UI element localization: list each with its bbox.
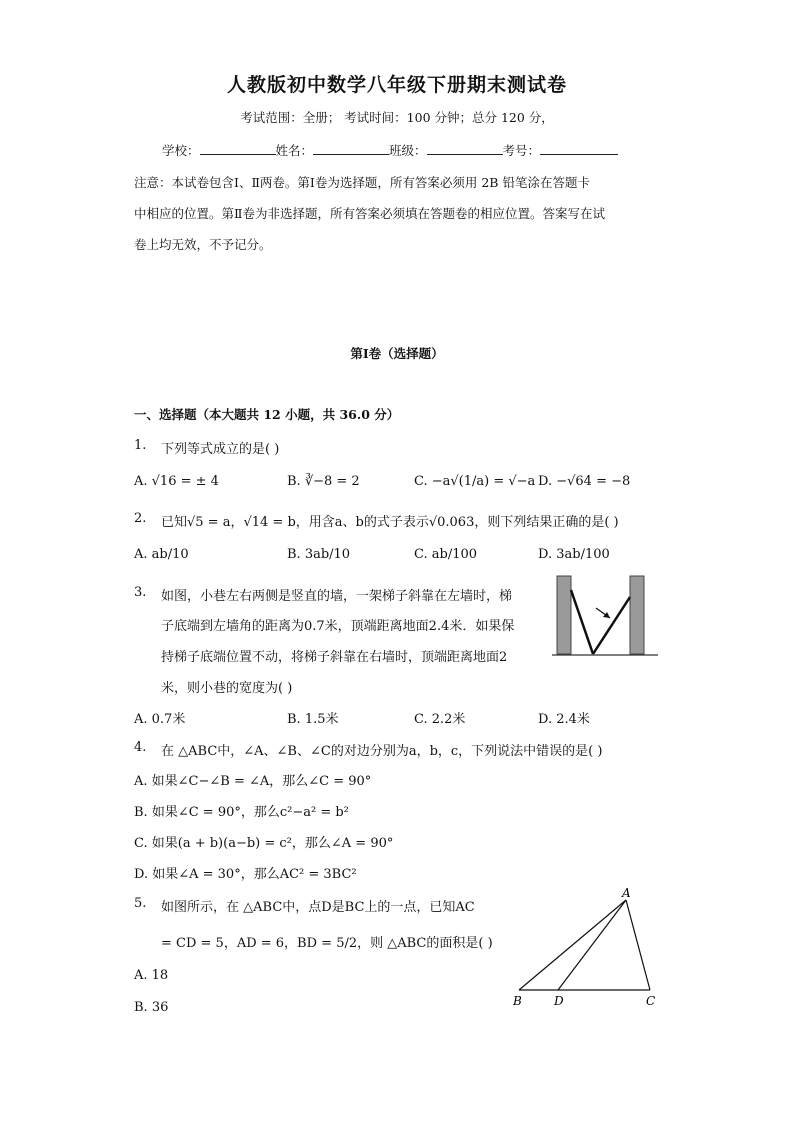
q2-option-c[interactable]: C. ab/100: [414, 547, 478, 562]
q4-stem: 在 △ABC中，∠A、∠B、∠C的对边分别为a，b，c，下列说法中错误的是( ): [161, 744, 603, 759]
q3-line-4: 米，则小巷的宽度为( ): [161, 681, 293, 696]
q1-option-b[interactable]: B. ∛−8 = 2: [287, 474, 360, 489]
label-c: C: [646, 994, 656, 1008]
notice-line-3: 卷上均无效，不予记分。: [134, 237, 272, 252]
q4-option-a[interactable]: A. 如果∠C−∠B = ∠A，那么∠C = 90°: [134, 774, 372, 789]
label-d: D: [554, 994, 564, 1008]
notice-line-1: 注意：本试卷包含Ⅰ、Ⅱ两卷。第Ⅰ卷为选择题，所有答案必须用 2B 铅笔涂在答题卡: [134, 175, 590, 190]
notice-line-2: 中相应的位置。第Ⅱ卷为非选择题，所有答案必须填在答题卷的相应位置。答案写在试: [134, 206, 605, 221]
q1-option-c[interactable]: C. −a√(1/a) = √−a: [414, 474, 536, 489]
ladder-right: [593, 597, 630, 654]
q5-option-a[interactable]: A. 18: [134, 968, 169, 983]
q3-option-c[interactable]: C. 2.2米: [414, 712, 466, 727]
ladder-left: [571, 590, 593, 654]
section-title: 一、选择题（本大题共 12 小题，共 36.0 分）: [134, 407, 400, 422]
q1-stem: 下列等式成立的是( ): [161, 442, 280, 457]
name-blank[interactable]: [313, 142, 389, 155]
q3-option-b[interactable]: B. 1.5米: [287, 712, 339, 727]
q5-line-2: = CD = 5，AD = 6，BD = 5/2，则 △ABC的面积是( ): [161, 936, 493, 951]
q1-option-a[interactable]: A. √16 = ± 4: [134, 474, 219, 489]
class-blank[interactable]: [427, 142, 503, 155]
student-info-row: [162, 141, 618, 159]
number-blank[interactable]: [540, 142, 618, 155]
q4-number: 4.: [134, 740, 147, 755]
part-title: 第Ⅰ卷（选择题）: [350, 346, 444, 361]
left-wall: [557, 576, 571, 654]
class-label: 班级：: [389, 143, 427, 158]
q3-ladder-figure: [552, 572, 662, 662]
q3-line-3: 持梯子底端位置不动，将梯子斜靠在右墙时，顶端距离地面2: [161, 650, 508, 665]
q3-option-a[interactable]: A. 0.7米: [134, 712, 186, 727]
q5-option-b[interactable]: B. 36: [134, 1000, 169, 1015]
school-label: 学校：: [162, 143, 200, 158]
q1-option-d[interactable]: D. −√64 = −8: [538, 474, 631, 489]
q3-line-2: 子底端到左墙角的距离为0.7米，顶端距离地面2.4米．如果保: [161, 619, 515, 634]
segment-ab: [519, 900, 626, 990]
q5-number: 5.: [134, 896, 147, 911]
q2-option-a[interactable]: A. ab/10: [134, 547, 189, 562]
q4-option-d[interactable]: D. 如果∠A = 30°，那么AC² = 3BC²: [134, 867, 357, 882]
q3-option-d[interactable]: D. 2.4米: [538, 712, 590, 727]
arrow-icon: [603, 612, 610, 618]
school-blank[interactable]: [200, 142, 276, 155]
name-label: 姓名：: [275, 143, 314, 158]
exam-info: 考试范围：全册； 考试时间：100 分钟；总分 120 分，: [240, 110, 554, 125]
segment-ad: [558, 900, 626, 990]
q1-number: 1.: [134, 438, 147, 453]
q3-number: 3.: [134, 585, 147, 600]
label-a: A: [622, 886, 631, 900]
q2-stem: 已知√5 = a，√14 = b，用含a、b的式子表示√0.063，则下列结果正确的是( ): [161, 515, 619, 530]
segment-ac: [626, 900, 650, 990]
q3-line-1: 如图，小巷左右两侧是竖直的墙，一架梯子斜靠在左墙时，梯: [161, 589, 513, 604]
q5-triangle-figure: [505, 884, 665, 1009]
label-b: B: [513, 994, 522, 1008]
q2-option-d[interactable]: D. 3ab/100: [538, 547, 610, 562]
right-wall: [630, 576, 644, 654]
q5-line-1: 如图所示，在 △ABC中，点D是BC上的一点，已知AC: [161, 900, 475, 915]
q4-option-c[interactable]: C. 如果(a + b)(a−b) = c²，那么∠A = 90°: [134, 836, 394, 851]
q2-option-b[interactable]: B. 3ab/10: [287, 547, 351, 562]
q4-option-b[interactable]: B. 如果∠C = 90°，那么c²−a² = b²: [134, 805, 349, 820]
number-label: 考号：: [502, 143, 541, 158]
exam-title: 人教版初中数学八年级下册期末测试卷: [226, 74, 567, 96]
q2-number: 2.: [134, 511, 147, 526]
